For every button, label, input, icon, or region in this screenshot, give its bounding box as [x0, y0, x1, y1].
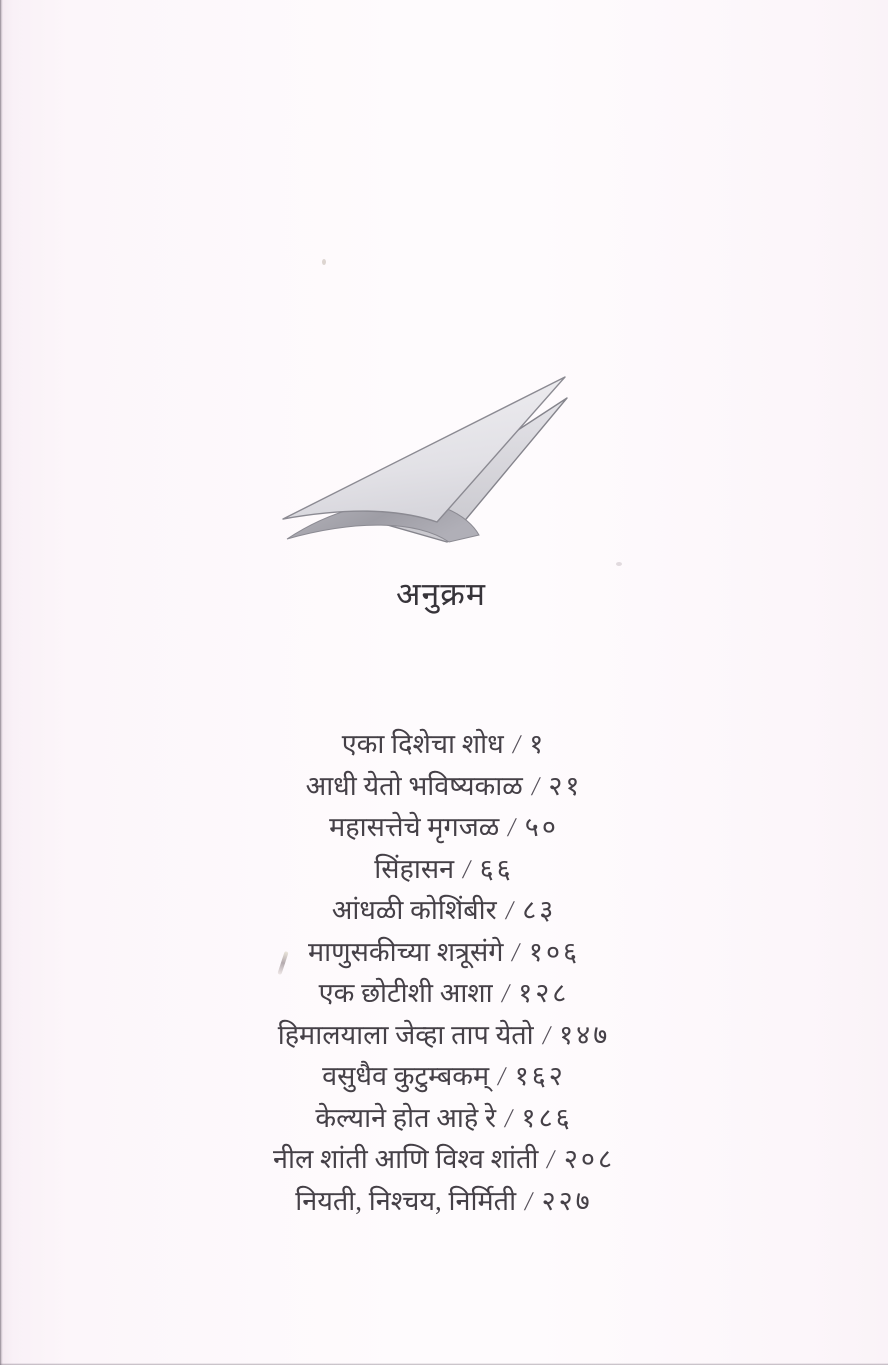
toc-entry: [0, 849, 888, 891]
toc-entry-separator: /: [523, 1185, 535, 1216]
toc-entry-page-number: ६६: [479, 853, 514, 884]
paper-dart-logo: [281, 370, 573, 550]
toc-entry-page-number: २२७: [541, 1185, 593, 1216]
toc-entry: [0, 807, 888, 849]
toc-entry-page-number: १: [529, 729, 547, 759]
toc-entry: [0, 766, 888, 808]
toc-entry-title: आधी येतो भविष्यकाळ: [305, 770, 523, 801]
toc-entry: [0, 1139, 888, 1181]
toc-entry-page-number: ५०: [524, 812, 559, 842]
toc-entry: [0, 973, 888, 1015]
toc-entry-separator: /: [506, 812, 519, 842]
toc-entry-separator: /: [503, 1102, 515, 1133]
toc-entry-separator: /: [529, 770, 542, 801]
toc-entry-title: माणुसकीच्या शत्रूसंगे: [307, 936, 504, 967]
toc-entry-page-number: १६२: [514, 1061, 566, 1091]
toc-entry-title: नील शांती आणि विश्व शांती: [273, 1144, 539, 1174]
toc-entry-separator: /: [510, 729, 523, 759]
toc-entry-separator: /: [510, 936, 523, 967]
toc-entry-page-number: १४७: [559, 1019, 611, 1050]
toc-entry-title: आंधळी कोशिंबीर: [331, 895, 497, 925]
page-title: अनुक्रम: [396, 576, 486, 612]
toc-entry: [0, 724, 888, 766]
toc-entry-title: केल्याने होत आहे रे: [315, 1102, 497, 1133]
toc-entry-title: वसुधैव कुटुम्बकम्: [322, 1061, 490, 1091]
toc-entry: [0, 932, 888, 974]
toc-entry-title: महासत्तेचे मृगजळ: [329, 812, 500, 842]
toc-entry-separator: /: [496, 1061, 508, 1091]
scan-speck: [322, 259, 326, 265]
toc-entry: [0, 1098, 888, 1140]
toc-entry-separator: /: [540, 1019, 553, 1050]
toc-entry: [0, 1181, 888, 1223]
toc-entry-title: सिंहासन: [374, 853, 455, 884]
toc-entry-page-number: १८६: [521, 1102, 573, 1133]
toc-entry-separator: /: [461, 853, 473, 884]
table-of-contents: [0, 724, 888, 1222]
toc-entry-title: एक छोटीशी आशा: [318, 978, 493, 1008]
toc-entry: [0, 1015, 888, 1057]
toc-entry-page-number: ८३: [522, 895, 557, 925]
scan-speck: [616, 562, 622, 566]
toc-entry-separator: /: [503, 895, 516, 925]
toc-entry-title: एका दिशेचा शोध: [341, 729, 504, 759]
toc-entry-title: नियती, निश्चय, निर्मिती: [295, 1185, 517, 1216]
toc-entry-page-number: २०८: [563, 1144, 615, 1174]
toc-entry-page-number: २१: [548, 770, 583, 801]
toc-entry-page-number: १२८: [518, 978, 570, 1008]
toc-entry: [0, 890, 888, 932]
toc-entry-page-number: १०६: [528, 936, 581, 967]
toc-entry-separator: /: [499, 978, 512, 1008]
toc-entry-title: हिमालयाला जेव्हा ताप येतो: [277, 1019, 534, 1050]
toc-entry-separator: /: [545, 1144, 558, 1174]
toc-entry: [0, 1056, 888, 1098]
